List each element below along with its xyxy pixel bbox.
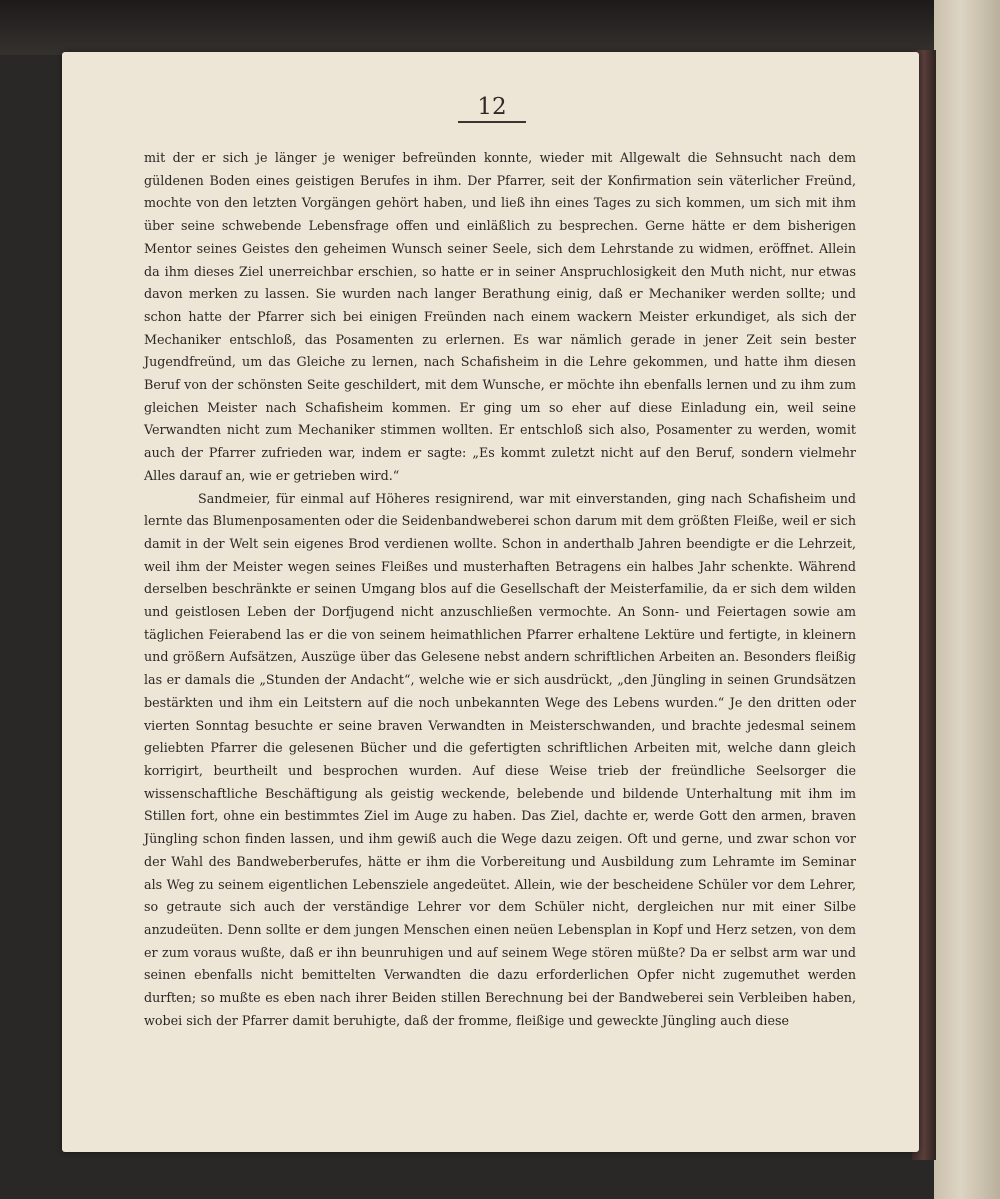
paragraph: mit der er sich je länger je weniger befreünden konnte, wieder mit Allgewalt die Sehnsucht nach dem güldenen Boden eines geistigen Berufes in ihm. Der Pfarrer, seit der Konfirmation sein väterlicher Freünd, mochte von den letzten Vorgängen gehört haben, und ließ ihn eines Tages zu sich kommen, um sich mit ihm über seine schwebende Lebensfrage offen und einläßlich zu besprechen. Gerne hätte er dem bisherigen Mentor seines Geistes den geheimen Wunsch seiner Seele, sich dem Lehrstande zu widmen, eröffnet. Allein da ihm dieses Ziel unerreichbar erschien, so hatte er in seiner Anspruchlosigkeit den Muth nicht, nur etwas davon merken zu lassen. Sie wurden nach langer Berathung einig, daß er Mechaniker werden sollte; und schon hatte der Pfarrer sich bei einigen Freünden nach einem wackern Meister erkundiget, als sich der Mechaniker entschloß, das Posamenten zu erlernen. Es war nämlich gerade in jener Zeit sein bester Jugendfreünd, um das Gleiche zu lernen, nach Schafisheim in die Lehre gekommen, und hatte ihm diesen Beruf von der schönsten Seite geschildert, mit dem Wunsche, er möchte ihn ebenfalls lernen und zu ihm zum gleichen Meister nach Schafisheim kommen. Er ging um so eher auf diese Einladung ein, weil seine Verwandten nicht zum Mechaniker stimmen wollten. Er entschloß sich also, Posamenter zu werden, womit auch der Pfarrer zufrieden war, indem er sagte: „Es kommt zuletzt nicht auf den Beruf, sondern vielmehr Alles darauf an, wie er getrieben wird.“ — [144, 150, 856, 483]
facing-page-edge — [934, 0, 1000, 1199]
page-number: 12 — [477, 94, 507, 120]
page-number-rule — [458, 121, 526, 123]
book-page — [62, 52, 919, 1152]
paragraph: Sandmeier, für einmal auf Höheres resignirend, war mit einverstanden, ging nach Schafisheim und lernte das Blumenposamenten oder die Seidenbandweberei schon darum mit dem größten Fleiße, weil er sich damit in der Welt sein eigenes Brod verdienen wollte. Schon in anderthalb Jahren beendigte er die Lehrzeit, weil ihm der Meister wegen seines Fleißes und musterhaften Betragens ein halbes Jahr schenkte. Während derselben beschränkte er seinen Umgang blos auf die Gesellschaft der Meisterfamilie, da er sich dem wilden und geistlosen Leben der Dorfjugend nicht anzuschließen vermochte. An Sonn- und Feiertagen sowie am täglichen Feierabend las er die von seinem heimathlichen Pfarrer erhaltene Lektüre und fertigte, in kleinern und größern Aufsätzen, Auszüge über das Gelesene nebst andern schriftlichen Arbeiten an. Besonders fleißig las er damals die „Stunden der Andacht“, welche wie er sich ausdrückt, „den Jüngling in seinen Grundsätzen bestärkten und ihm ein Leitstern auf die noch unbekannten Wege des Lebens wurden.“ Je den dritten oder vierten Sonntag besuchte er seine braven Verwandten in Meisterschwanden, und brachte jedesmal seinem geliebten Pfarrer die gelesenen Bücher und die gefertigten schriftlichen Arbeiten mit, welche dann gleich korrigirt, beurtheilt und besprochen wurden. Auf diese Weise trieb der freündliche Seelsorger die wissenschaftliche Beschäftigung als geistig weckende, belebende und bildende Unterhaltung mit ihm im Stillen fort, ohne ein bestimmtes Ziel im Auge zu haben. Das Ziel, dachte er, werde Gott den armen, braven Jüngling schon finden lassen, und ihm gewiß auch die Wege dazu zeigen. Oft und gerne, und zwar schon vor der Wahl des Bandweberberufes, hätte er ihm die Vorbereitung und Ausbildung zum Lehramte im Seminar als Weg zu seinem eigentlichen Lebensziele angedeütet. Allein, wie der bescheidene Schüler vor dem Lehrer, so getraute sich auch der verständige Lehrer vor dem Schüler nicht, dergleichen nur mit einer Silbe anzudeüten. Denn sollte er dem jungen Menschen einen neüen Lebensplan in Kopf und Herz setzen, von dem er zum voraus wußte, daß er ihn beunruhigen und auf seinem Wege stören müßte? Da er selbst arm war und seinen ebenfalls nicht bemittelten Verwandten die dazu erforderlichen Opfer nicht zugemuthet werden durften; so mußte es eben nach ihrer Beiden stillen Berechnung bei der Bandweberei sein Verbleiben haben, wobei sich der Pfarrer damit beruhigte, daß der fromme, fleißige und geweckte Jüngling auch diese — [144, 490, 856, 1028]
body-text — [144, 147, 856, 1032]
scanner-background — [0, 0, 1000, 55]
